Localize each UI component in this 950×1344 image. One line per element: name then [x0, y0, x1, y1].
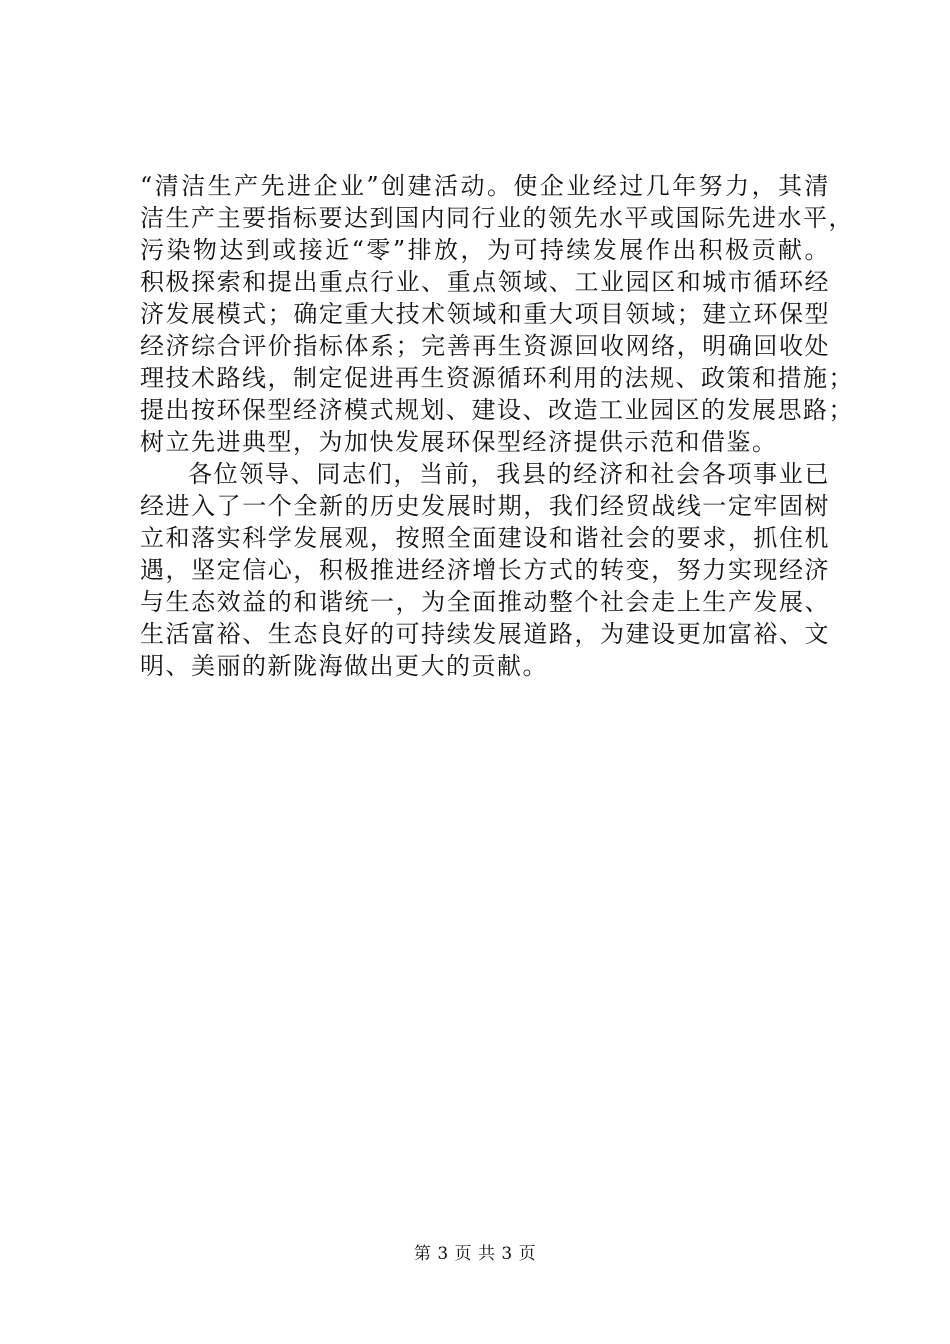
- text-line: 经济综合评价指标体系；完善再生资源回收网络，明确回收处: [140, 332, 830, 360]
- text-line: 与生态效益的和谐统一，为全面推动整个社会走上生产发展、: [140, 588, 830, 616]
- text-line: 污染物达到或接近“零”排放，为可持续发展作出积极贡献。: [140, 236, 830, 264]
- text-line: 各位领导、同志们，当前，我县的经济和社会各项事业已: [188, 460, 830, 488]
- text-line: “清洁生产先进企业”创建活动。使企业经过几年努力，其清: [140, 172, 830, 200]
- text-line: 立和落实科学发展观，按照全面建设和谐社会的要求，抓住机: [140, 524, 830, 552]
- text-line: 经进入了一个全新的历史发展时期，我们经贸战线一定牢固树: [140, 492, 830, 520]
- text-line: 理技术路线，制定促进再生资源循环利用的法规、政策和措施；: [140, 364, 854, 392]
- paragraph-2: [140, 458, 830, 682]
- paragraph-1: [140, 170, 854, 458]
- text-line: 济发展模式；确定重大技术领域和重大项目领域；建立环保型: [140, 300, 830, 328]
- text-line: 提出按环保型经济模式规划、建设、改造工业园区的发展思路；: [140, 396, 854, 424]
- text-line: 明、美丽的新陇海做出更大的贡献。: [140, 652, 548, 680]
- text-line: 遇，坚定信心，积极推进经济增长方式的转变，努力实现经济: [140, 556, 830, 584]
- body-text: [140, 170, 854, 682]
- page-number-footer: 第 3 页 共 3 页: [413, 1244, 537, 1264]
- text-line: 生活富裕、生态良好的可持续发展道路，为建设更加富裕、文: [140, 620, 830, 648]
- text-line: 树立先进典型，为加快发展环保型经济提供示范和借鉴。: [140, 428, 778, 456]
- text-line: 积极探索和提出重点行业、重点领域、工业园区和城市循环经: [140, 268, 830, 296]
- text-line: 洁生产主要指标要达到国内同行业的领先水平或国际先进水平，: [140, 204, 854, 232]
